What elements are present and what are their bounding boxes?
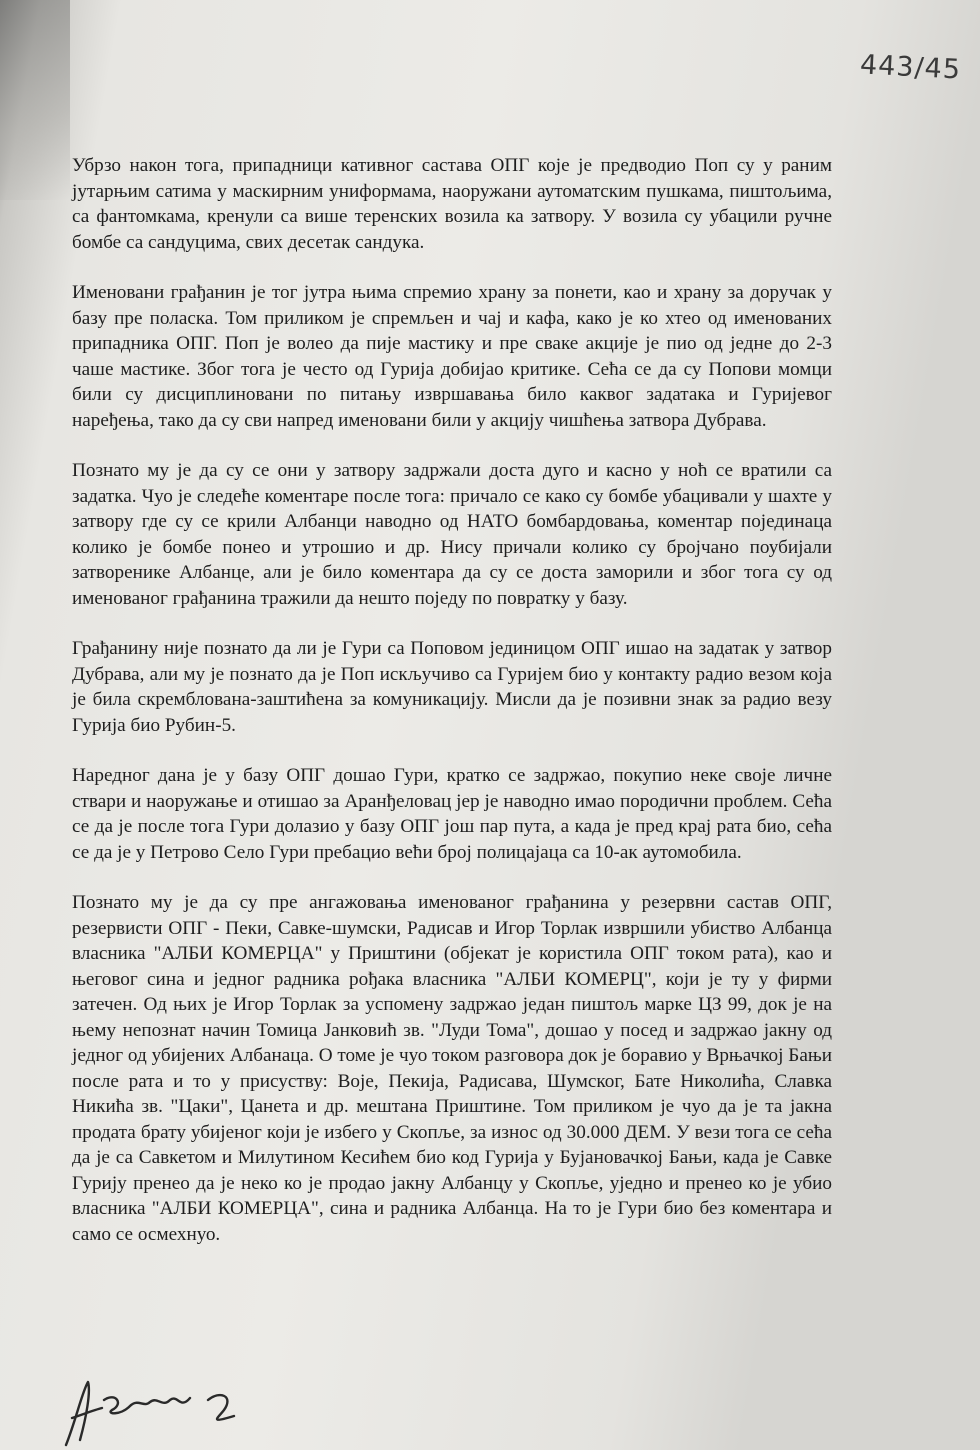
document-body — [72, 153, 832, 1247]
page-number: 443/45 — [859, 49, 962, 86]
page-edge-shadow — [0, 0, 70, 200]
paragraph-5: Наредног дана је у базу ОПГ дошао Гури, кратко се задржао, покупио неке своје личне ствари и наоружање и отишао за Аранђеловац јер је наводно имао породични проблем. Сећа се да је после тога Гури долазио у базу ОПГ још пар пута, а када је пред крај рата био, сећа се да је у Петрово Село Гури пребацио већи број полицајаца са 10-ак аутомобила. — [72, 765, 832, 863]
handwritten-signature — [58, 1370, 258, 1450]
paragraph-3: Познато му је да су се они у затвору задржали доста дуго и касно у ноћ се вратили са задатка. Чуо је следеће коментаре после тога: причало се како су бомбе убацивали у шахте у затвору где су се крили Албанци наводно од НАТО бомбардовања, коментар појединаца колико је бомбе понео и утрошио и др. Нису причали колико су бројчано поубијали затворенике Албанце, али је било коментара да су се доста заморили и због тога су од именованог грађанина тражили да нешто поједу по повратку у базу. — [72, 460, 832, 609]
paragraph-6: Познато му је да су пре ангажовања именованог грађанина у резервни састав ОПГ, резервисти ОПГ - Пеки, Савке-шумски, Радисав и Игор Торлак извршили убиство Албанца власника "АЛБИ КОМЕРЦА" у Приштини (објекат је користила ОПГ током рата), као и његовог сина и једног радника рођака власника "АЛБИ КОМЕРЦ", који је ту у фирми затечен. Од њих је Игор Торлак за успомену задржао један пиштољ марке ЦЗ 99, док је на њему непознат начин Томица Јанковић зв. "Луди Тома", дошао у посед и задржао јакну од једног од убијених Албанаца. О томе је чуо током разговора док је боравио у Врњачкој Бањи после рата и то у присуству: Воје, Пекија, Радисава, Шумског, Бате Николића, Славка Никића зв. "Цаки", Цанета и др. мештана Приштине. Том приликом је чуо да је та јакна продата брату убијеног који је избего у Скопље, за износ од 30.000 ДЕМ. У вези тога се сећа да је са Савкетом и Милутином Кесићем био код Гурија у Бујановачкој Бањи, када је Савке Гурију пренео да је неко ко је продао јакну Албанцу у Скопље, уједно и пренео ко је убио власника "АЛБИ КОМЕРЦА", сина и радника Албанца. На то је Гури био без коментара и само се осмехнуо. — [72, 892, 832, 1245]
paragraph-2: Именовани грађанин је тог јутра њима спремио храну за понети, као и храну за доручак у базу пре поласка. Том приликом је спремљен и чај и кафа, како је ко хтео од именованих припадника ОПГ. Поп је волео да пије мастику и пре сваке акције је пио од једне до 2-3 чаше мастике. Због тога је често од Гурија добијао критике. Сећа се да су Попови момци били су дисциплиновани по питању извршавања било каквог задатака и Гуријевог наређења, тако да су сви напред именовани били у акцију чишћења затвора Дубрава. — [72, 282, 832, 431]
paragraph-1: Убрзо након тога, припадници кативног састава ОПГ које је предводио Поп су у раним јутарњим сатима у маскирним униформама, наоружани аутоматским пушкама, пиштољима, са фантомкама, кренули са више теренских возила ка затвору. У возила су убацили ручне бомбе са сандуцима, свих десетак сандука. — [72, 155, 832, 253]
paragraph-4: Грађанину није познато да ли је Гури са Поповом јединицом ОПГ ишао на задатак у затвор Дубрава, али му је познато да је Поп искључиво са Гуријем био у контакту радио везом која је била скремблована-заштићена за комуникацију. Мисли да је позивни знак за радио везу Гурија био Рубин-5. — [72, 638, 832, 736]
